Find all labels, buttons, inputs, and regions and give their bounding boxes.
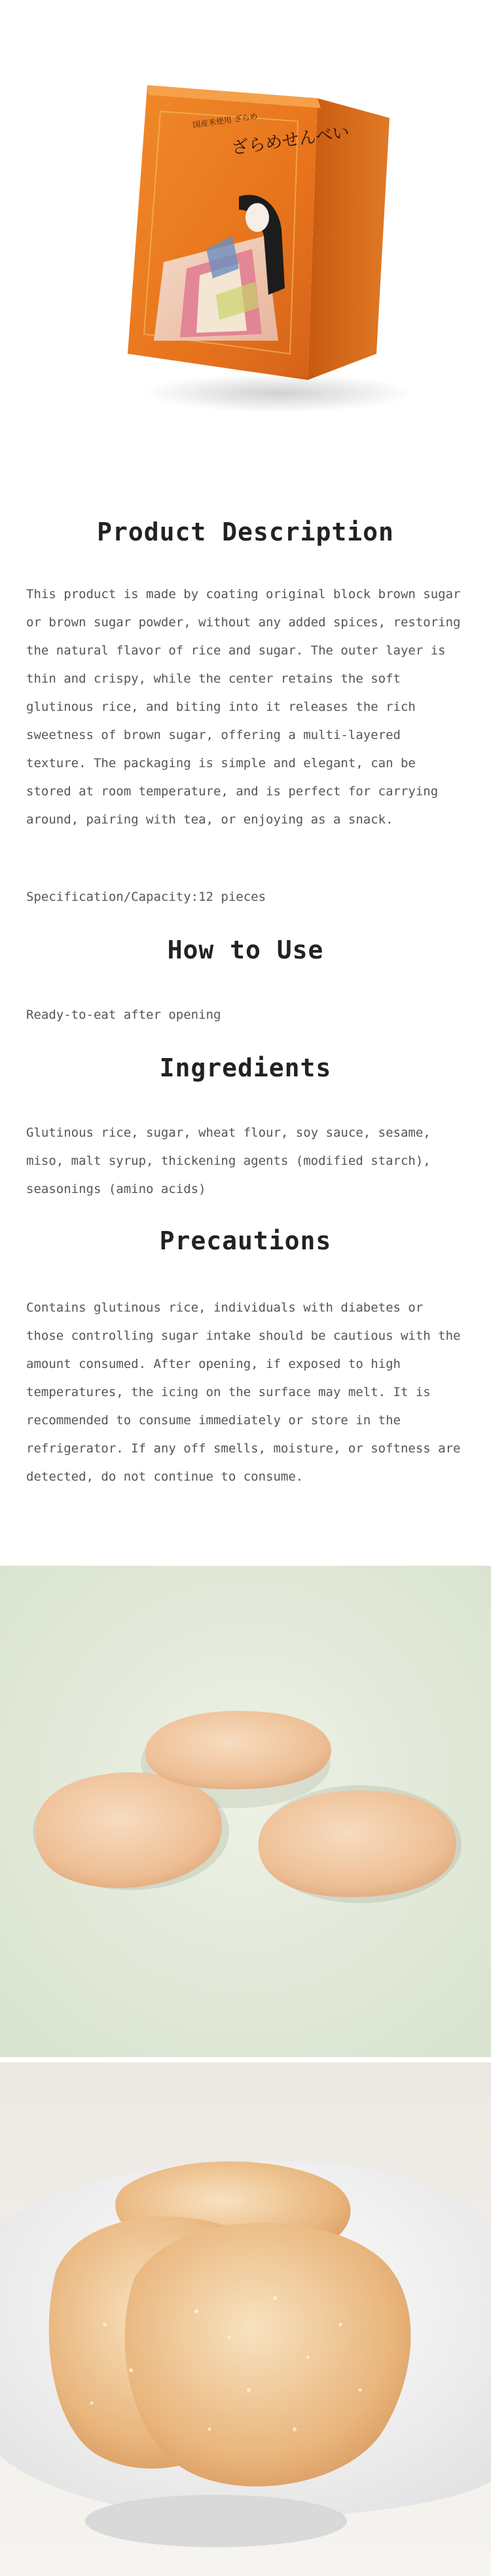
how-to-use-body: Ready-to-eat after opening [26, 1008, 221, 1022]
section-title-precautions: Precautions [159, 1226, 332, 1255]
photo-divider [0, 2057, 491, 2062]
package-image-section [0, 0, 491, 504]
crackers-photo-2-illustration [0, 2062, 491, 2576]
specification-text: Specification/Capacity:12 pieces [26, 890, 266, 904]
package-illustration [101, 72, 409, 413]
section-title-how-to-use: How to Use [167, 936, 324, 964]
package-brand-text: ざらめせんべい [230, 122, 351, 159]
crackers-photo-1 [0, 1566, 491, 2057]
section-title-ingredients: Ingredients [159, 1053, 332, 1082]
package-shadow [141, 373, 416, 413]
crackers-photo-2 [0, 2062, 491, 2576]
crackers-photo-1-illustration [0, 1566, 491, 2057]
description-body: This product is made by coating original block brown sugar or brown sugar powder, without any added spices, restoring the natural flavor of rice and sugar. The outer layer is thin and crispy, while the center retains the soft glutinous rice, and biting into it releases the rich sweetness of brown sugar, offering a multi-layered texture. The packaging is simple and elegant, can be stored at room temperature, and is perfect for carrying around, pairing with tea, or enjoying as a snack. [26, 587, 461, 827]
precautions-body: Contains glutinous rice, individuals with diabetes or those controlling sugar intake should be cautious with the amount consumed. After opening, if exposed to high temperatures, the icing on the surface may melt. It is recommended to consume immediately or store in the refrigerator. If any off smells, moisture, or softness are detected, do not continue to consume. [26, 1300, 461, 1484]
package-sub-text: 国産米使用 ざらめ [192, 111, 259, 130]
ingredients-body: Glutinous rice, sugar, wheat flour, soy sauce, sesame, miso, malt syrup, thickening agents (modified starch), seasonings (amino acids) [26, 1126, 431, 1196]
package-image [101, 72, 409, 413]
section-title-description: Product Description [97, 518, 394, 546]
